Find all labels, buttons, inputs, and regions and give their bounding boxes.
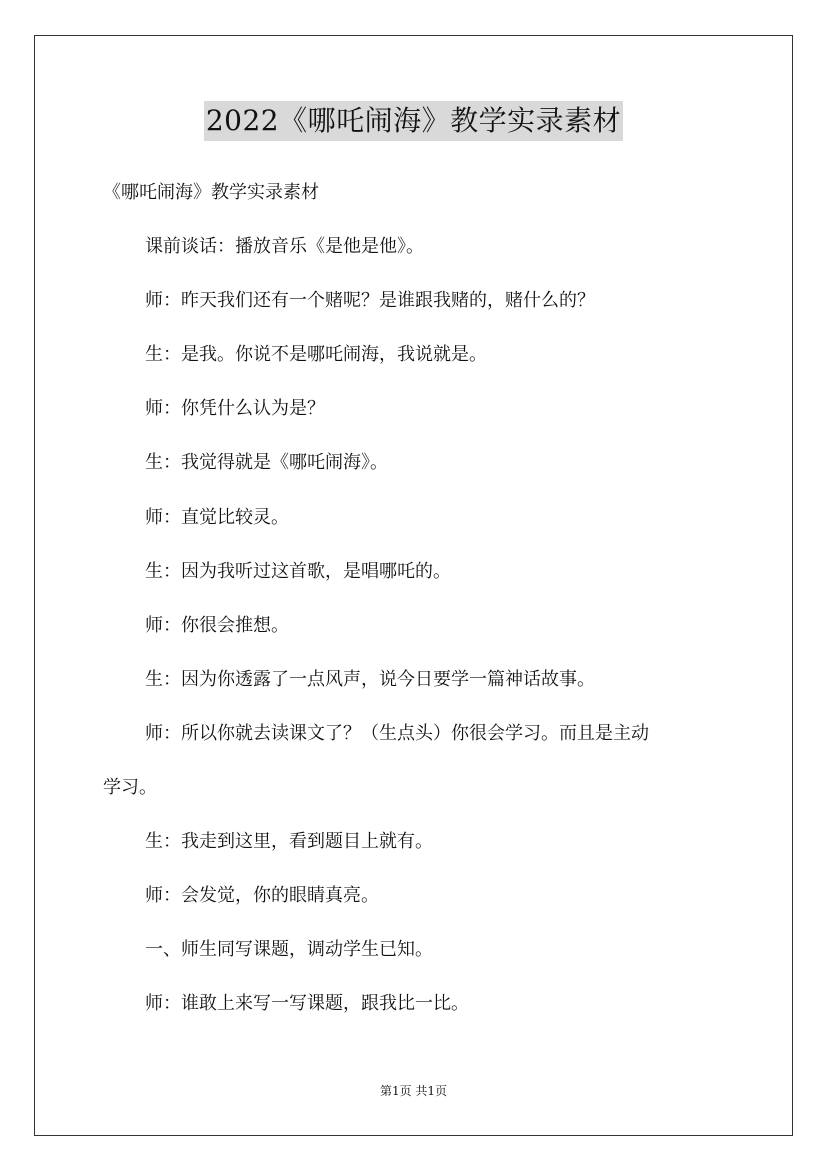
title-container: [0, 101, 827, 141]
section-heading: 一、师生同写课题，调动学生已知。: [145, 939, 433, 960]
paragraph: 生：是我。你说不是哪吒闹海，我说就是。: [145, 344, 487, 365]
paragraph: 师：直觉比较灵。: [145, 507, 289, 528]
paragraph: 师：会发觉，你的眼睛真亮。: [145, 885, 379, 906]
paragraph: 生：我觉得就是《哪吒闹海》。: [145, 452, 388, 473]
paragraph: 生：我走到这里，看到题目上就有。: [145, 831, 433, 852]
paragraph-continuation: 学习。: [103, 777, 157, 798]
document-title: 2022《哪吒闹海》教学实录素材: [204, 101, 623, 141]
paragraph: 课前谈话：播放音乐《是他是他》。: [145, 236, 424, 257]
paragraph: 生：因为你透露了一点风声，说今日要学一篇神话故事。: [145, 669, 595, 690]
paragraph-subtitle: 《哪吒闹海》教学实录素材: [103, 182, 319, 203]
paragraph: 师：谁敢上来写一写课题，跟我比一比。: [145, 993, 469, 1014]
page-footer: 第1页 共1页: [379, 1084, 448, 1098]
paragraph: 师：你凭什么认为是？: [145, 398, 325, 419]
paragraph: 师：你很会推想。: [145, 615, 289, 636]
paragraph: 师：昨天我们还有一个赌呢？是谁跟我赌的，赌什么的？: [145, 290, 595, 311]
paragraph: 生：因为我听过这首歌，是唱哪吒的。: [145, 561, 451, 582]
paragraph: 师：所以你就去读课文了？（生点头）你很会学习。而且是主动: [145, 723, 649, 744]
